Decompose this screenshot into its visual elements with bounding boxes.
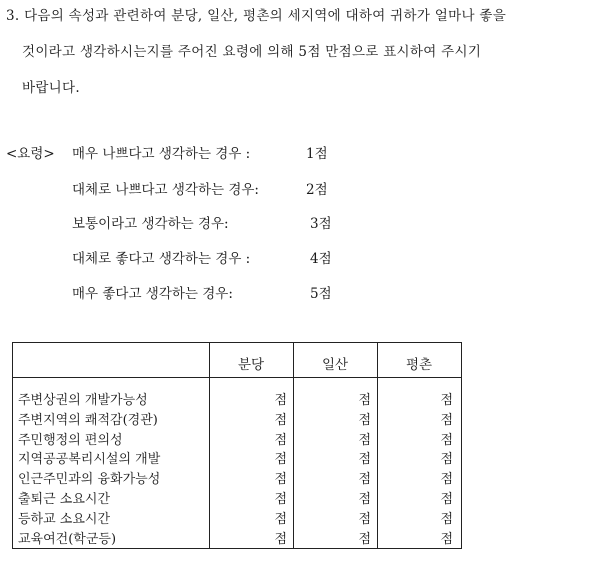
criteria-score: 1점	[306, 146, 328, 162]
criteria-text: 매우 좋다고 생각하는 경우:	[72, 286, 233, 302]
table-header-divider	[13, 377, 461, 378]
point-cell[interactable]: 점	[440, 531, 453, 547]
factor-label: 출퇴근 소요시간	[18, 491, 111, 507]
criteria-score: 3점	[310, 216, 332, 232]
point-cell[interactable]: 점	[358, 393, 371, 408]
point-cell[interactable]: 점	[358, 412, 371, 428]
rating-table	[12, 342, 462, 549]
point-cell[interactable]: 점	[440, 393, 453, 408]
point-cell[interactable]: 점	[358, 531, 371, 547]
point-cell[interactable]: 점	[274, 531, 287, 547]
criteria-text: 보통이라고 생각하는 경우:	[72, 216, 229, 232]
factor-label: 인근주민과의 융화가능성	[18, 472, 161, 488]
factor-label: 주변상권의 개발가능성	[18, 393, 148, 408]
question-line-3: 바랍니다.	[22, 80, 80, 96]
column-header-pyeongchon: 평촌	[405, 357, 433, 373]
criteria-tag: <요령>	[6, 146, 55, 162]
factor-label: 등하교 소요시간	[18, 511, 111, 527]
point-cell[interactable]: 점	[274, 511, 287, 527]
point-cell[interactable]: 점	[358, 452, 371, 468]
criteria-text: 매우 나쁘다고 생각하는 경우 :	[72, 146, 251, 162]
point-cell[interactable]: 점	[440, 472, 453, 488]
factor-label: 주변지역의 쾌적감(경관)	[18, 412, 158, 428]
points-column-ilsan	[293, 391, 371, 549]
point-cell[interactable]: 점	[274, 452, 287, 468]
point-cell[interactable]: 점	[440, 432, 453, 448]
point-cell[interactable]: 점	[274, 393, 287, 408]
question-line-2: 것이라고 생각하시는지를 주어진 요령에 의해 5점 만점으로 표시하여 주시기	[22, 44, 482, 60]
point-cell[interactable]: 점	[274, 491, 287, 507]
point-cell[interactable]: 점	[274, 472, 287, 488]
criteria-text: 대체로 나쁘다고 생각하는 경우:	[72, 182, 259, 198]
criteria-score: 4점	[310, 251, 332, 267]
factor-label: 교육여건(학군등)	[18, 531, 117, 547]
factor-label: 주민행정의 편의성	[18, 432, 123, 448]
factor-label: 지역공공복리시설의 개발	[18, 452, 161, 468]
point-cell[interactable]: 점	[358, 511, 371, 527]
criteria-score: 5점	[310, 286, 332, 302]
point-cell[interactable]: 점	[358, 472, 371, 488]
column-header-bundang: 분당	[237, 357, 265, 373]
criteria-score: 2점	[306, 182, 328, 198]
point-cell[interactable]: 점	[274, 412, 287, 428]
point-cell[interactable]: 점	[274, 432, 287, 448]
question-line-1: 3. 다음의 속성과 관련하여 분당, 일산, 평촌의 세지역에 대하여 귀하가 얼마나 좋을	[6, 8, 507, 24]
point-cell[interactable]: 점	[440, 452, 453, 468]
points-column-bundang	[209, 391, 287, 549]
factor-list	[18, 391, 160, 549]
point-cell[interactable]: 점	[440, 511, 453, 527]
points-column-pyeongchon	[377, 391, 453, 549]
criteria-text: 대체로 좋다고 생각하는 경우 :	[72, 251, 251, 267]
point-cell[interactable]: 점	[440, 412, 453, 428]
point-cell[interactable]: 점	[358, 432, 371, 448]
point-cell[interactable]: 점	[440, 491, 453, 507]
point-cell[interactable]: 점	[358, 491, 371, 507]
column-header-ilsan: 일산	[321, 357, 349, 373]
